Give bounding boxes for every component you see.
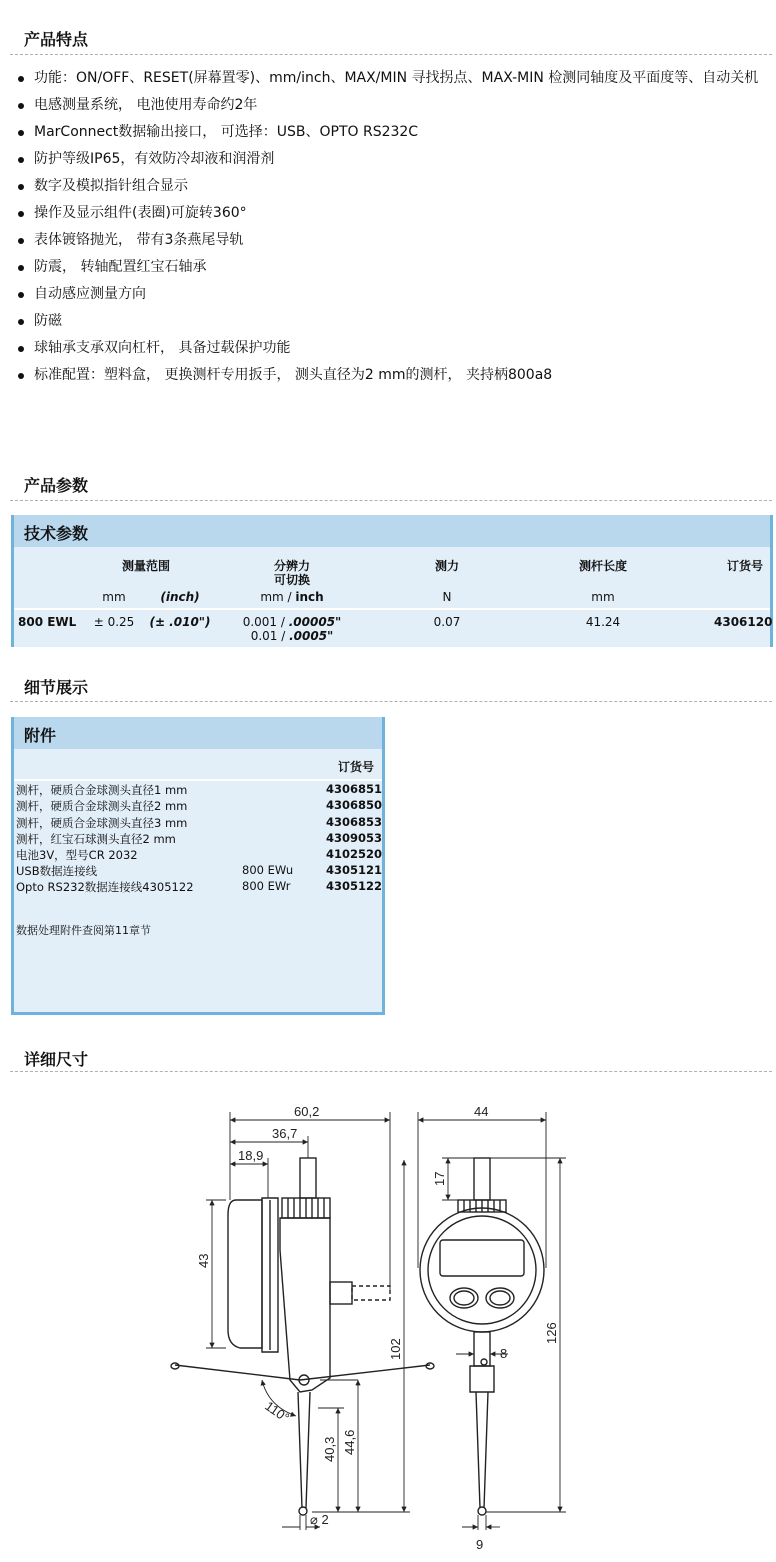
side-probe	[298, 1392, 310, 1508]
accessory-name: 测杆，红宝石球测头直径2 mm	[16, 832, 176, 846]
feature-item: MarConnect数据输出接口， 可选择：USB、OPTO RS232C	[16, 122, 766, 142]
feature-item: 操作及显示组件(表圈)可旋转360°	[16, 203, 766, 223]
row-res1-mm: 0.001 /	[242, 615, 289, 629]
dimensions-title: 详细尺寸	[24, 1050, 89, 1069]
unit-range-inch: (inch)	[160, 590, 200, 604]
tech-params-table	[11, 515, 773, 647]
header-resolution-switch: 可切换	[273, 573, 311, 587]
feature-item: 球轴承支承双向杠杆， 具备过载保护功能	[16, 338, 766, 358]
accessory-order: 4305122	[326, 879, 383, 893]
row-length: 41.24	[585, 615, 621, 629]
row-res2-inch: .0005"	[289, 629, 334, 643]
front-lever-body	[470, 1366, 494, 1392]
front-button-left-inner	[454, 1291, 474, 1305]
feature-item: 防震， 转轴配置红宝石轴承	[16, 257, 766, 277]
header-length: 测杆长度	[578, 559, 628, 573]
dim-diameter-2: ⌀ 2	[310, 1512, 329, 1527]
accessory-row	[16, 863, 381, 879]
details-divider	[10, 701, 772, 702]
dimension-drawing	[160, 1095, 600, 1552]
accessory-name: Opto RS232数据连接线4305122	[16, 880, 194, 894]
tech-params-title: 技术参数	[24, 524, 89, 543]
accessories-order-header: 订货号	[338, 760, 375, 774]
accessory-name: USB数据连接线	[16, 864, 98, 878]
tech-params-header	[14, 515, 770, 547]
front-knurl-lines	[464, 1200, 500, 1212]
unit-resolution	[260, 590, 323, 604]
feature-item: 表体镀铬抛光， 带有3条燕尾导轨	[16, 230, 766, 250]
row-order: 4306120	[714, 615, 773, 629]
side-stem-top	[300, 1158, 316, 1198]
accessory-row	[16, 831, 381, 847]
side-back-cover	[228, 1200, 262, 1348]
header-force: 测力	[434, 559, 460, 573]
front-button-right-inner	[490, 1291, 510, 1305]
row-range-mm: ± 0.25	[93, 615, 135, 629]
accessory-order: 4305121	[326, 863, 383, 877]
dim-44-6: 44,6	[342, 1429, 357, 1455]
side-probe-ball	[299, 1507, 307, 1515]
accessory-order: 4306851	[326, 782, 383, 796]
row-res2	[251, 629, 334, 643]
row-res1	[243, 615, 342, 629]
feature-item: 自动感应测量方向	[16, 284, 766, 304]
accessory-row	[16, 815, 381, 831]
dim-36-7: 36,7	[272, 1126, 298, 1141]
unit-force: N	[442, 590, 452, 604]
front-neck	[474, 1332, 490, 1366]
accessory-order: 4309053	[326, 831, 383, 845]
dim-60-2: 60,2	[294, 1104, 320, 1119]
feature-item: 防护等级IP65，有效防冷却液和润滑剂	[16, 149, 766, 169]
params-divider	[10, 500, 772, 501]
row-model: 800 EWL	[18, 615, 77, 629]
feature-item: 电感测量系统， 电池使用寿命约2年	[16, 95, 766, 115]
accessory-order: 4306853	[326, 815, 383, 829]
front-pivot	[481, 1359, 487, 1365]
front-dial-inner	[428, 1216, 536, 1324]
accessory-order: 4306850	[326, 798, 383, 812]
dim-43: 43	[196, 1253, 211, 1268]
accessory-name: 测杆，硬质合金球测头直径2 mm	[16, 799, 188, 813]
dim-8: 8	[500, 1346, 508, 1361]
row-force: 0.07	[433, 615, 461, 629]
header-range: 测量范围	[121, 559, 171, 573]
accessory-row	[16, 782, 381, 798]
side-lever-left	[175, 1365, 300, 1380]
front-dial-outer	[420, 1208, 544, 1332]
features-title: 产品特点	[24, 30, 89, 49]
accessory-model: 800 EWr	[242, 879, 291, 893]
accessory-name: 电池3V，型号CR 2032	[16, 848, 138, 862]
side-knurl-lines	[288, 1198, 324, 1218]
accessories-box	[11, 717, 385, 1015]
features-divider	[10, 54, 772, 55]
dim-9: 9	[476, 1537, 484, 1552]
side-view	[171, 1158, 434, 1515]
dim-102: 102	[388, 1338, 403, 1360]
front-stem-top	[474, 1158, 490, 1200]
params-title: 产品参数	[24, 476, 89, 495]
accessory-name: 测杆，硬质合金球测头直径1 mm	[16, 783, 188, 797]
accessory-row	[16, 847, 381, 863]
features-list	[16, 68, 766, 392]
details-title: 细节展示	[24, 678, 89, 697]
unit-range-mm: mm	[102, 590, 126, 604]
dim-18-9: 18,9	[238, 1148, 264, 1163]
row-res2-mm: 0.01 /	[250, 629, 290, 643]
unit-res-mm: mm /	[260, 590, 296, 604]
feature-item: 数字及模拟指针组合显示	[16, 176, 766, 196]
row-separator	[14, 608, 770, 610]
dimensions-divider	[10, 1071, 772, 1072]
accessories-header	[14, 717, 382, 749]
dim-17: 17	[432, 1171, 447, 1186]
row-range-inch: (± .010")	[149, 615, 211, 629]
unit-length: mm	[591, 590, 615, 604]
side-body	[280, 1218, 330, 1392]
accessories-note: 数据处理附件查阅第11章节	[16, 924, 151, 937]
accessory-model: 800 EWu	[242, 863, 294, 877]
accessory-row	[16, 798, 381, 814]
front-display	[440, 1240, 524, 1276]
accessory-row	[16, 879, 381, 895]
dim-126: 126	[544, 1322, 559, 1344]
feature-item: 功能：ON/OFF、RESET(屏幕置零)、mm/inch、MAX/MIN 寻找拐点、MAX-MIN 检测同轴度及平面度等、自动关机	[16, 68, 766, 88]
accessory-order: 4102520	[326, 847, 383, 861]
front-view	[420, 1158, 544, 1515]
dim-110-angle: 110°	[262, 1398, 293, 1426]
accessory-name: 测杆，硬质合金球测头直径3 mm	[16, 816, 188, 830]
side-connector	[330, 1282, 352, 1304]
front-probe-ball	[478, 1507, 486, 1515]
front-probe	[476, 1392, 488, 1508]
header-order: 订货号	[727, 559, 764, 573]
header-resolution: 分辨力	[273, 559, 311, 573]
accessories-separator	[14, 779, 382, 781]
dim-40-3: 40,3	[322, 1436, 337, 1462]
row-res1-inch: .00005"	[288, 615, 342, 629]
feature-item: 标准配置：塑料盒， 更换测杆专用扳手， 测头直径为2 mm的测杆， 夹持柄800a8	[16, 365, 766, 385]
accessories-title: 附件	[24, 726, 57, 745]
unit-res-inch: inch	[295, 590, 324, 604]
feature-item: 防磁	[16, 311, 766, 331]
front-dimension-labels	[432, 1104, 559, 1552]
side-lever-right	[300, 1365, 430, 1380]
side-connector-plug	[352, 1286, 390, 1300]
dim-44: 44	[474, 1104, 489, 1119]
